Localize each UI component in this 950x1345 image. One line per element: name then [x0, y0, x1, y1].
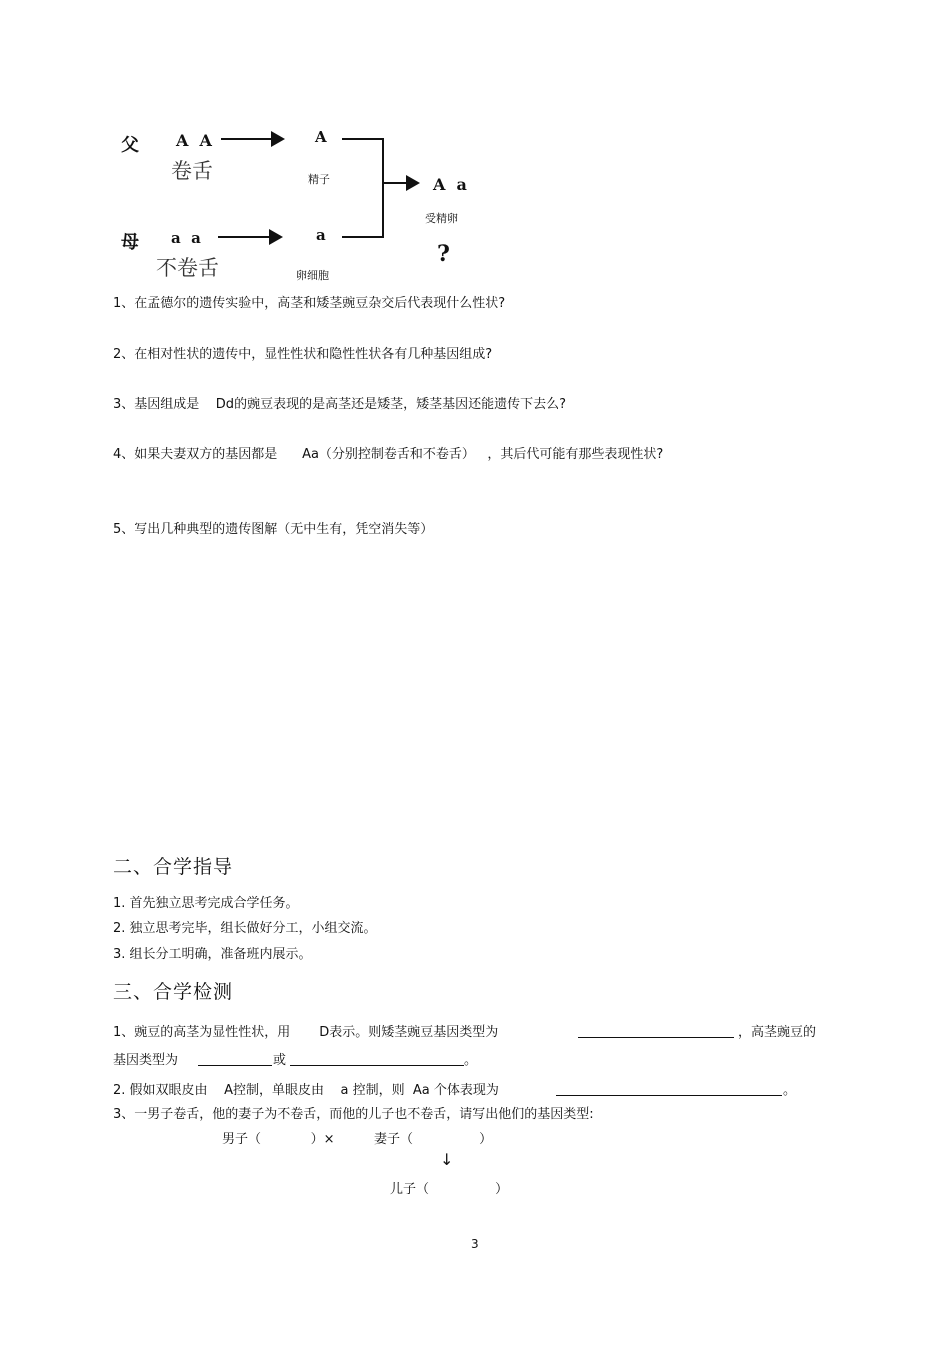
wife-genotype: 妻子（ ） — [374, 1132, 493, 1147]
test-q1-text-line2: 基因类型为 — [113, 1053, 179, 1068]
zygote-label: 受精卵 — [425, 212, 458, 225]
answer-blank-eyelid[interactable] — [556, 1082, 782, 1096]
father-genes: A A — [176, 131, 212, 150]
mother-genes: a a — [171, 229, 201, 247]
test-q1-end: 。 — [464, 1053, 478, 1068]
test-q1-text-cont: ，高茎豌豆的 — [738, 1025, 817, 1040]
down-arrow: ↓ — [440, 1150, 454, 1169]
sperm-label: 精子 — [308, 173, 330, 186]
mother-label: 母 — [121, 232, 139, 253]
question-1: 1、在孟德尔的遗传实验中，高茎和矮茎豌豆杂交后代表现什么性状? — [113, 296, 506, 311]
father-label: 父 — [121, 135, 139, 156]
mother-trait: 不卷舌 — [156, 256, 219, 280]
question-4: 4、如果夫妻双方的基因都是 Aa（分别控制卷舌和不卷舌） ，其后代可能有那些表现性状? — [113, 447, 664, 462]
test-q3-text: 3、一男子卷舌，他的妻子为不卷舌，而他的儿子也不卷舌，请写出他们的基因类型: — [113, 1107, 594, 1122]
answer-blank-tall-2[interactable] — [290, 1052, 464, 1066]
guidance-item-2: 2. 独立思考完毕，组长做好分工，小组交流。 — [113, 921, 377, 936]
guidance-item-3: 3. 组长分工明确，准备班内展示。 — [113, 947, 312, 962]
father-trait: 卷舌 — [171, 159, 213, 183]
question-2: 2、在相对性状的遗传中，显性性状和隐性性状各有几种基因组成? — [113, 347, 493, 362]
guidance-item-1: 1. 首先独立思考完成合学任务。 — [113, 896, 299, 911]
bracket — [342, 139, 383, 237]
answer-blank-tall-1[interactable] — [198, 1052, 272, 1066]
egg-label: 卵细胞 — [296, 269, 329, 282]
egg-gene: a — [316, 226, 326, 244]
answer-blank-short-stem[interactable] — [578, 1024, 734, 1038]
test-q2-text: 2. 假如双眼皮由 A控制，单眼皮由 a 控制，则 Aa 个体表现为 — [113, 1083, 499, 1098]
man-genotype: 男子（ ）× — [222, 1132, 335, 1147]
test-q1-text: 1、豌豆的高茎为显性性状，用 D表示。则矮茎豌豆基因类型为 — [113, 1025, 499, 1040]
question-3: 3、基因组成是 Dd的豌豆表现的是高茎还是矮茎，矮茎基因还能遗传下去么? — [113, 397, 566, 412]
son-genotype: 儿子（ ） — [390, 1182, 509, 1197]
zygote-unknown: ? — [437, 241, 450, 267]
sperm-gene: A — [315, 128, 327, 146]
test-q2-end: 。 — [783, 1083, 797, 1098]
section-3-title: 三、合学检测 — [113, 981, 234, 1003]
test-q1-or: 或 — [273, 1053, 287, 1068]
page-number: 3 — [471, 1237, 479, 1251]
section-2-title: 二、合学指导 — [113, 856, 234, 878]
diagram-arrows — [0, 0, 950, 300]
zygote-genes: A a — [433, 175, 467, 194]
question-5: 5、写出几种典型的遗传图解（无中生有，凭空消失等） — [113, 522, 434, 537]
